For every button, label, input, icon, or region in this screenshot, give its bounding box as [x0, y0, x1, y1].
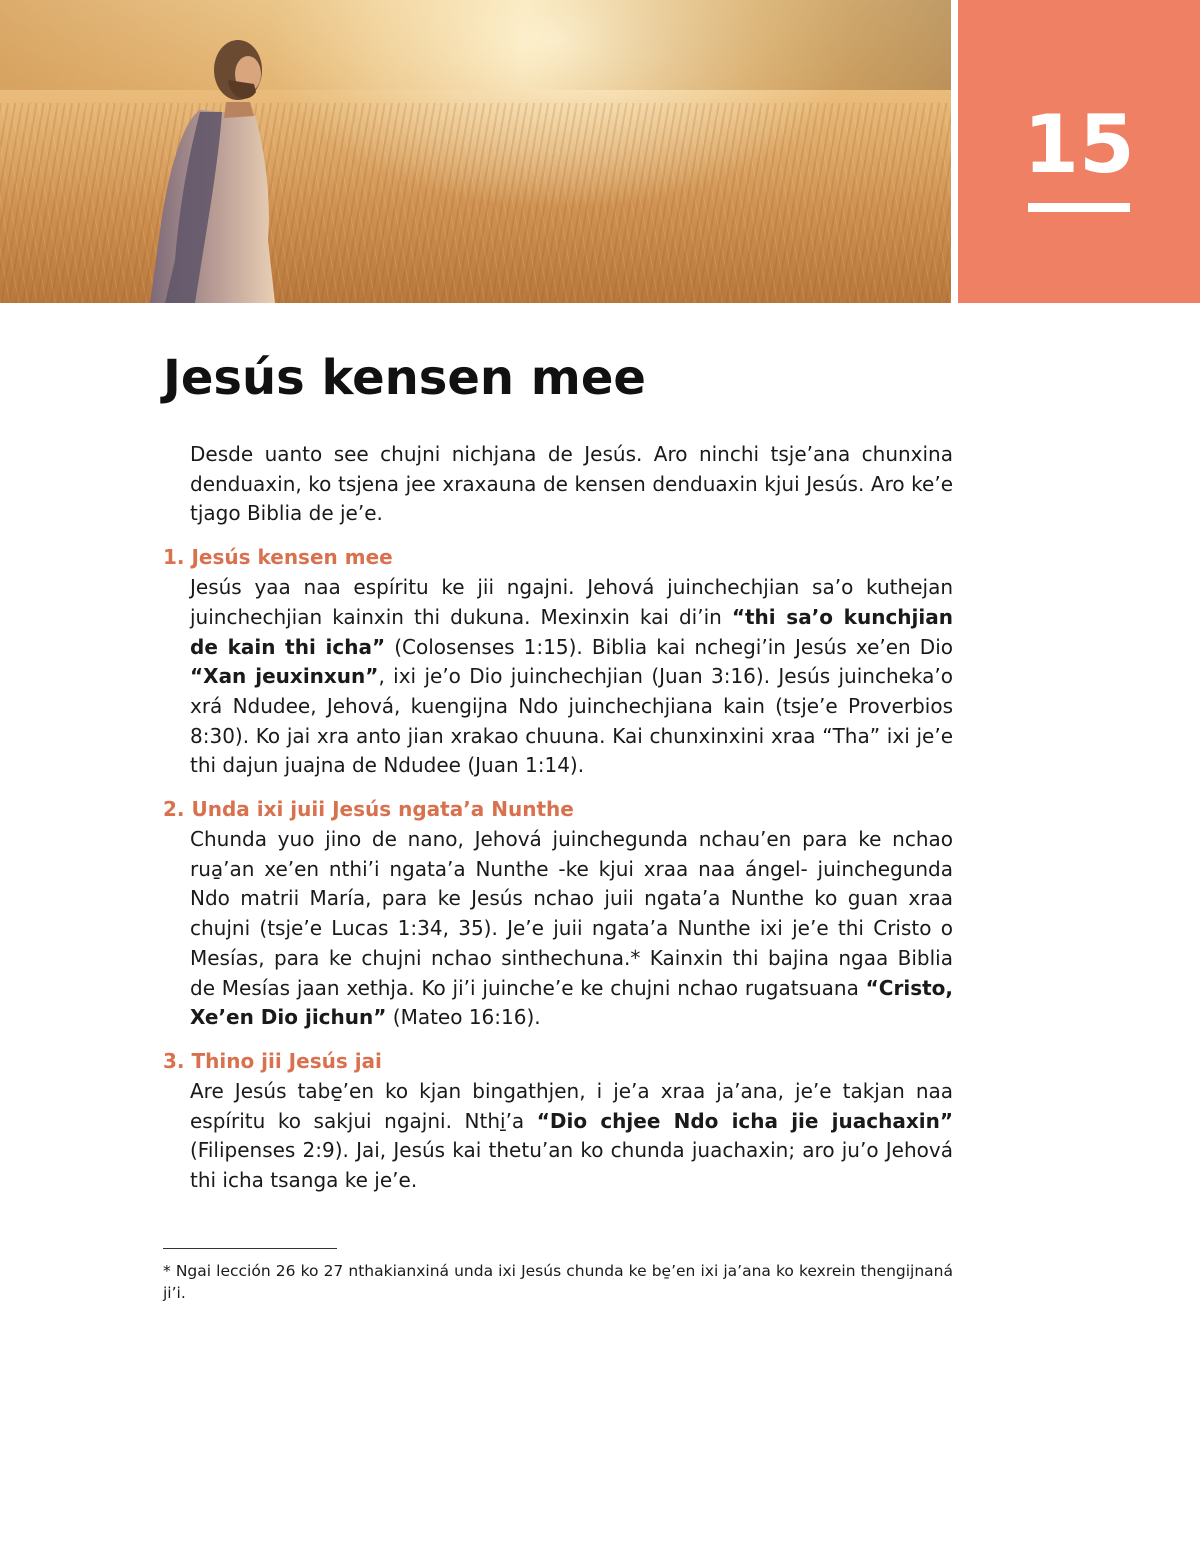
- section-3-heading: 3. Thino jii Jesús jai: [163, 1048, 382, 1073]
- section-1-paragraph: [190, 573, 953, 781]
- section-2-text-2: (Mateo 16:16).: [386, 1005, 541, 1030]
- section-1-text-1: Jesús yaa naa espíritu ke jii ngajni. Jehová juinchechjian sa’o kuthejan juinchechjian kainxin thi dukuna. Mexinxin kai di’in: [190, 575, 953, 629]
- section-1-heading: 1. Jesús kensen mee: [163, 545, 393, 570]
- section-1-quote-1: “thi sa’o kunchjian de kain thi icha”: [190, 604, 953, 659]
- section-2-paragraph: [190, 825, 953, 1033]
- jesus-figure: [0, 0, 951, 303]
- page-title: Jesús kensen mee: [163, 350, 646, 406]
- intro-paragraph: Desde uanto see chujni nichjana de Jesús. Aro ninchi tsje’ana chunxina denduaxin, ko tsjena jee xraxauna de kensen denduaxin kjui Jesús. Aro ke’e tjago Biblia de je’e.: [190, 442, 953, 526]
- section-2-heading: 2. Unda ixi juii Jesús ngata’a Nunthe: [163, 797, 574, 822]
- footnote: * Ngai lección 26 ko 27 nthakianxiná unda ixi Jesús chunda ke be̱’en ixi ja’ana ko kexrein thengijnaná ji’i.: [163, 1262, 953, 1302]
- section-3-quote-1: “Dio chjee Ndo icha jie juachaxin”: [536, 1108, 953, 1133]
- section-3-text-2: (Filipenses 2:9). Jai, Jesús kai thetu’an ko chunda juachaxin; aro ju’o Jehová thi icha tsanga ke je’e.: [190, 1138, 953, 1193]
- section-2-quote-1: “Cristo, Xe’en Dio jichun”: [190, 975, 953, 1030]
- section-1-quote-2: “Xan jeuxinxun”: [190, 664, 379, 689]
- section-1: [163, 541, 953, 781]
- chapter-badge: [958, 0, 1200, 303]
- section-3-text-1: Are Jesús tabe̱’en ko kjan bingathjen, i je’a xraa ja’ana, je’e takjan naa espíritu ko sakjui ngajni. Nthi̱’a: [190, 1078, 953, 1133]
- section-1-text-2: (Colosenses 1:15). Biblia kai nchegi’in Jesús xe’en Dio: [385, 634, 954, 659]
- section-3-paragraph: [190, 1077, 953, 1196]
- footnote-divider: [163, 1248, 337, 1249]
- section-2-text-1: Chunda yuo jino de nano, Jehová juinchegunda nchau’en para ke nchao rua̱’an xe’en nthi’i ngata’a Nunthe -ke kjui xraa naa ángel- juinchegunda Ndo matrii María, para ke Jesús nchao juii ngata’a Nunthe ko guan xraa chujni (tsje’e Lucas 1:34, 35). Je’e juii ngata’a Nunthe ixi je’e thi Cristo o Mesías, para ke chujni nchao sinthechuna.* Kainxin thi bajina ngaa Biblia de Mesías jaan xethja. Ko ji’i juinche’e ke chujni nchao rugatsuana: [190, 827, 953, 1000]
- section-1-text-3: , ixi je’o Dio juinchechjian (Juan 3:16). Jesús juincheka’o xrá Ndudee, Jehová, kuengijna Ndo juinchechjiana kain (tsje’e Proverbios 8:30). Ko jai xra anto jian xrakao chuuna. Kai chunxinxini xraa “Tha” ixi je’e thi dajun juajna de Ndudee (Juan 1:14).: [190, 664, 954, 778]
- section-2: [163, 793, 953, 1033]
- chapter-number: 15: [1023, 98, 1135, 191]
- hero-photo: [0, 0, 951, 303]
- chapter-number-underline: [1028, 203, 1130, 212]
- section-3: [163, 1045, 953, 1196]
- main-content: [163, 440, 953, 1208]
